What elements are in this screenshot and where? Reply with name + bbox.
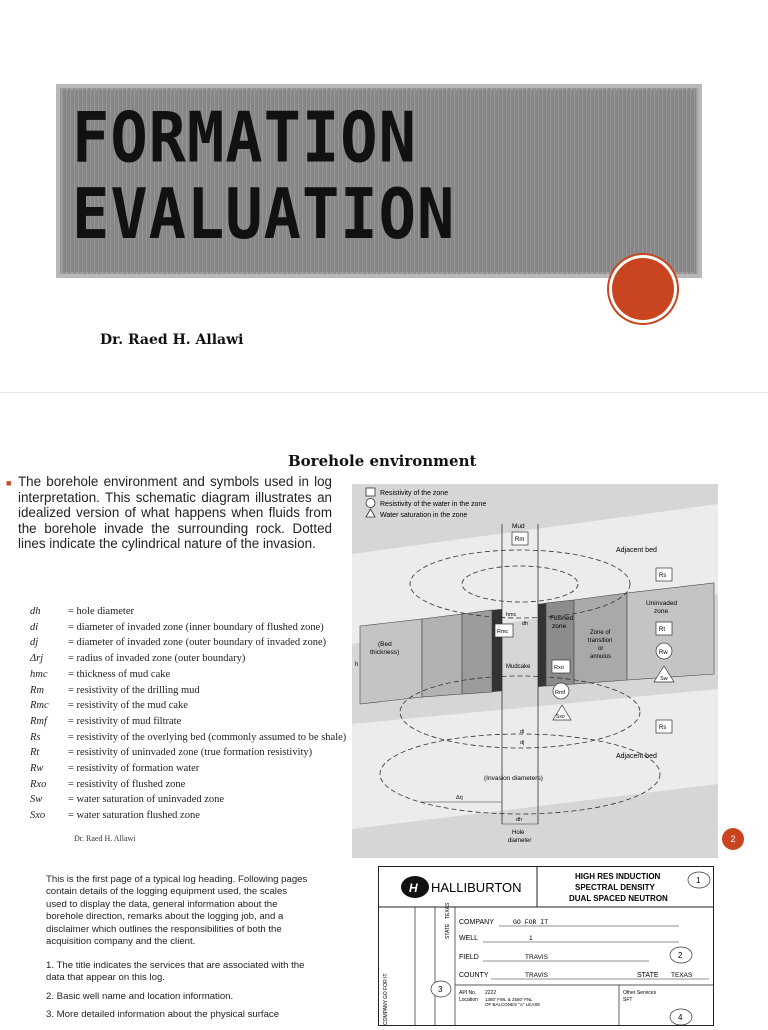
side-label: COMPANY: [383, 1000, 389, 1025]
field-label: Location: [459, 997, 478, 1003]
diagram-label: Rxo: [554, 665, 564, 671]
diagram-label: Flushed: [550, 615, 574, 622]
definition-text: = resistivity of formation water: [68, 763, 200, 775]
definition-row: [30, 698, 346, 714]
diagram-label: Rm: [515, 537, 525, 543]
diagram-label: annulus: [590, 654, 612, 660]
definition-text: = resistivity of the mud cake: [68, 700, 188, 712]
diagram-label: Mudcake: [506, 664, 531, 670]
diagram-label: dh: [516, 817, 523, 823]
definition-text: = diameter of invaded zone (inner boundary of flushed zone): [68, 621, 324, 633]
definition-row: [30, 730, 346, 746]
definition-text: = water saturation of uninvaded zone: [68, 794, 225, 806]
field-value: 1360' FWL & 2560' FNL: [485, 997, 533, 1002]
callout-label: 2: [678, 951, 683, 960]
definition-symbol: Rmf: [30, 715, 47, 727]
svg-text:H: H: [409, 881, 418, 895]
field-label: FIELD: [459, 954, 479, 961]
field-label: STATE: [637, 972, 659, 979]
definition-text: = thickness of mud cake: [68, 668, 171, 680]
list-item: 1. The title indicates the services that are associated with the data that appear on this log.: [46, 960, 305, 984]
bullet-paragraph: [6, 474, 332, 552]
page-number-badge: 2: [722, 828, 744, 850]
diagram-label: Rs: [659, 725, 667, 731]
definitions-list: [30, 604, 346, 824]
diagram-label: Sw: [660, 676, 668, 682]
field-label: COUNTY: [459, 972, 489, 979]
legend-square-icon: [366, 488, 375, 496]
definition-text: = diameter of invaded zone (outer boundary of invaded zone): [68, 637, 327, 649]
diagram-label: hmc: [506, 612, 517, 618]
borehole-diagram-svg: [352, 484, 718, 858]
field-label: COMPANY: [459, 919, 494, 926]
borehole-diagram: [352, 484, 718, 858]
definition-symbol: Sxo: [30, 810, 46, 822]
field-value: OF BALCONES "A" LEASE: [485, 1002, 541, 1007]
legend-triangle-icon: [366, 509, 375, 517]
definition-text: = radius of invaded zone (outer boundary): [68, 653, 246, 665]
definition-row: [30, 683, 346, 699]
log-heading-form: [378, 866, 714, 1026]
bullet-marker-icon: ■: [6, 478, 12, 488]
definition-text: = resistivity of uninvaded zone (true formation resistivity): [68, 747, 313, 759]
diagram-label: dh: [522, 621, 529, 627]
diagram-label: h: [355, 662, 359, 668]
diagram-label: transition: [588, 638, 613, 644]
diagram-label: Rt: [659, 627, 665, 633]
field-value: TRAVIS: [525, 954, 548, 961]
definition-row: [30, 808, 346, 824]
diagram-label: or: [598, 646, 604, 652]
definition-row: [30, 651, 346, 667]
definition-symbol: dh: [30, 606, 41, 617]
adjacent-bed-bottom: [352, 689, 718, 829]
field-label: API No.: [459, 990, 477, 996]
diagram-label: Rmc: [497, 629, 509, 635]
definition-row: [30, 667, 346, 683]
diagram-label: Adjacent bed: [616, 753, 657, 760]
slide-title: [72, 96, 456, 255]
title-line-2: EVALUATION: [72, 172, 456, 255]
definition-row: [30, 620, 346, 636]
callout-label: 3: [438, 985, 443, 994]
diagram-label: Mud: [512, 523, 525, 530]
side-label: GO FOR IT: [383, 973, 389, 999]
diagram-label: thickness): [370, 649, 400, 656]
credit-text: Dr. Raed H. Allawi: [74, 834, 136, 843]
definition-symbol: dj: [30, 637, 39, 649]
list-item: 2. Basic well name and location information.: [46, 990, 234, 1002]
definition-symbol: di: [30, 621, 39, 633]
diagram-label: Rw: [659, 650, 668, 656]
definition-symbol: Rw: [30, 763, 44, 775]
definition-row: [30, 792, 346, 808]
legend-circle-icon: [366, 499, 375, 508]
definition-text: = hole diameter: [68, 606, 134, 617]
definition-text: = water saturation flushed zone: [68, 810, 200, 822]
legend-item: Water saturation in the zone: [380, 512, 468, 519]
definition-text: = resistivity of the drilling mud: [68, 684, 200, 696]
definition-row: [30, 745, 346, 761]
definition-symbol: Rxo: [30, 778, 47, 790]
definition-row: [30, 761, 346, 777]
diagram-label: Hole: [512, 830, 525, 836]
diagram-label: Adjacent bed: [616, 547, 657, 554]
bullet-text: The borehole environment and symbols used in log interpretation. This schematic diagram illustrates an idealized version of what happens when fluids from the borehole invade the surrounding rock. Dotted lines indicate the cylindrical nature of the invasion.: [18, 474, 332, 552]
definition-text: = resistivity of mud filtrate: [68, 715, 182, 727]
legend-item: Resistivity of the water in the zone: [380, 501, 487, 508]
definition-row: [30, 777, 346, 793]
diagram-label: diameter: [508, 838, 532, 844]
definition-symbol: Rt: [30, 747, 40, 759]
diagram-label: zone: [552, 623, 567, 630]
author-name: Dr. Raed H. Allawi: [100, 332, 244, 348]
title-line-1: FORMATION: [72, 96, 417, 179]
definition-symbol: hmc: [30, 668, 48, 680]
log-heading-svg: [379, 867, 713, 1025]
mudcake-right: [538, 603, 546, 687]
field-value: GO FOR IT: [513, 919, 549, 926]
definition-row: [30, 635, 346, 651]
diagram-label: Uninvaded: [646, 600, 678, 607]
mudcake-left: [492, 609, 502, 692]
log-heading-intro: This is the first page of a typical log heading. Following pages contain details of the logging equipment used, the scales used to display the data, general information about the borehole direction, remarks about the logging job, and a disclaimer which outlines the responsibilities of both the acquisition company and the client.: [46, 874, 308, 948]
service-title: HIGH RES INDUCTION: [575, 872, 661, 881]
diagram-label: Zone of: [590, 630, 611, 636]
diagram-label: zone: [654, 608, 669, 615]
definition-symbol: Rmc: [30, 700, 49, 712]
definition-text: = resistivity of the overlying bed (commonly assumed to be shale): [68, 731, 347, 743]
slide-divider: [0, 392, 768, 393]
decorative-circle: [612, 258, 674, 320]
definition-row: [30, 714, 346, 730]
diagram-label: Δrj: [456, 795, 463, 801]
diagram-label: (Invasion diameters): [484, 775, 543, 782]
diagram-label: dj: [520, 740, 525, 746]
field-label: WELL: [459, 935, 479, 942]
brand-name: HALLIBURTON: [431, 880, 522, 895]
legend-item: Resistivity of the zone: [380, 490, 449, 497]
definition-row: [30, 604, 346, 620]
diagram-label: Sxo: [556, 714, 565, 720]
field-value: TEXAS: [671, 972, 693, 979]
list-item: 3. More detailed information about the physical surface: [46, 1009, 280, 1021]
side-label: TEXAS: [445, 902, 451, 919]
side-label: STATE: [445, 923, 451, 939]
diagram-label: di: [520, 729, 525, 735]
field-value: 1: [529, 935, 533, 942]
log-heading-list: [46, 960, 308, 1028]
service-title: DUAL SPACED NEUTRON: [569, 894, 668, 903]
field-label: Other Services: [623, 990, 657, 996]
diagram-label: (Bed: [378, 641, 392, 648]
definition-symbol: Sw: [30, 794, 43, 806]
definition-symbol: Rs: [30, 731, 41, 743]
definition-text: = resistivity of flushed zone: [68, 778, 186, 790]
diagram-label: Rs: [659, 573, 667, 579]
diagram-label: Rmf: [555, 690, 566, 696]
slide2-title: Borehole environment: [288, 452, 477, 470]
field-value: TRAVIS: [525, 972, 548, 979]
callout-label: 1: [696, 876, 701, 885]
callout-label: 4: [678, 1013, 683, 1022]
definition-symbol: Δrj: [30, 653, 44, 665]
definition-symbol: Rm: [30, 684, 44, 696]
field-value: 2222: [485, 990, 497, 996]
field-value: SFT: [623, 997, 633, 1003]
service-title: SPECTRAL DENSITY: [575, 883, 655, 892]
bed-layer: [360, 619, 422, 704]
invaded-layer: [462, 610, 492, 694]
